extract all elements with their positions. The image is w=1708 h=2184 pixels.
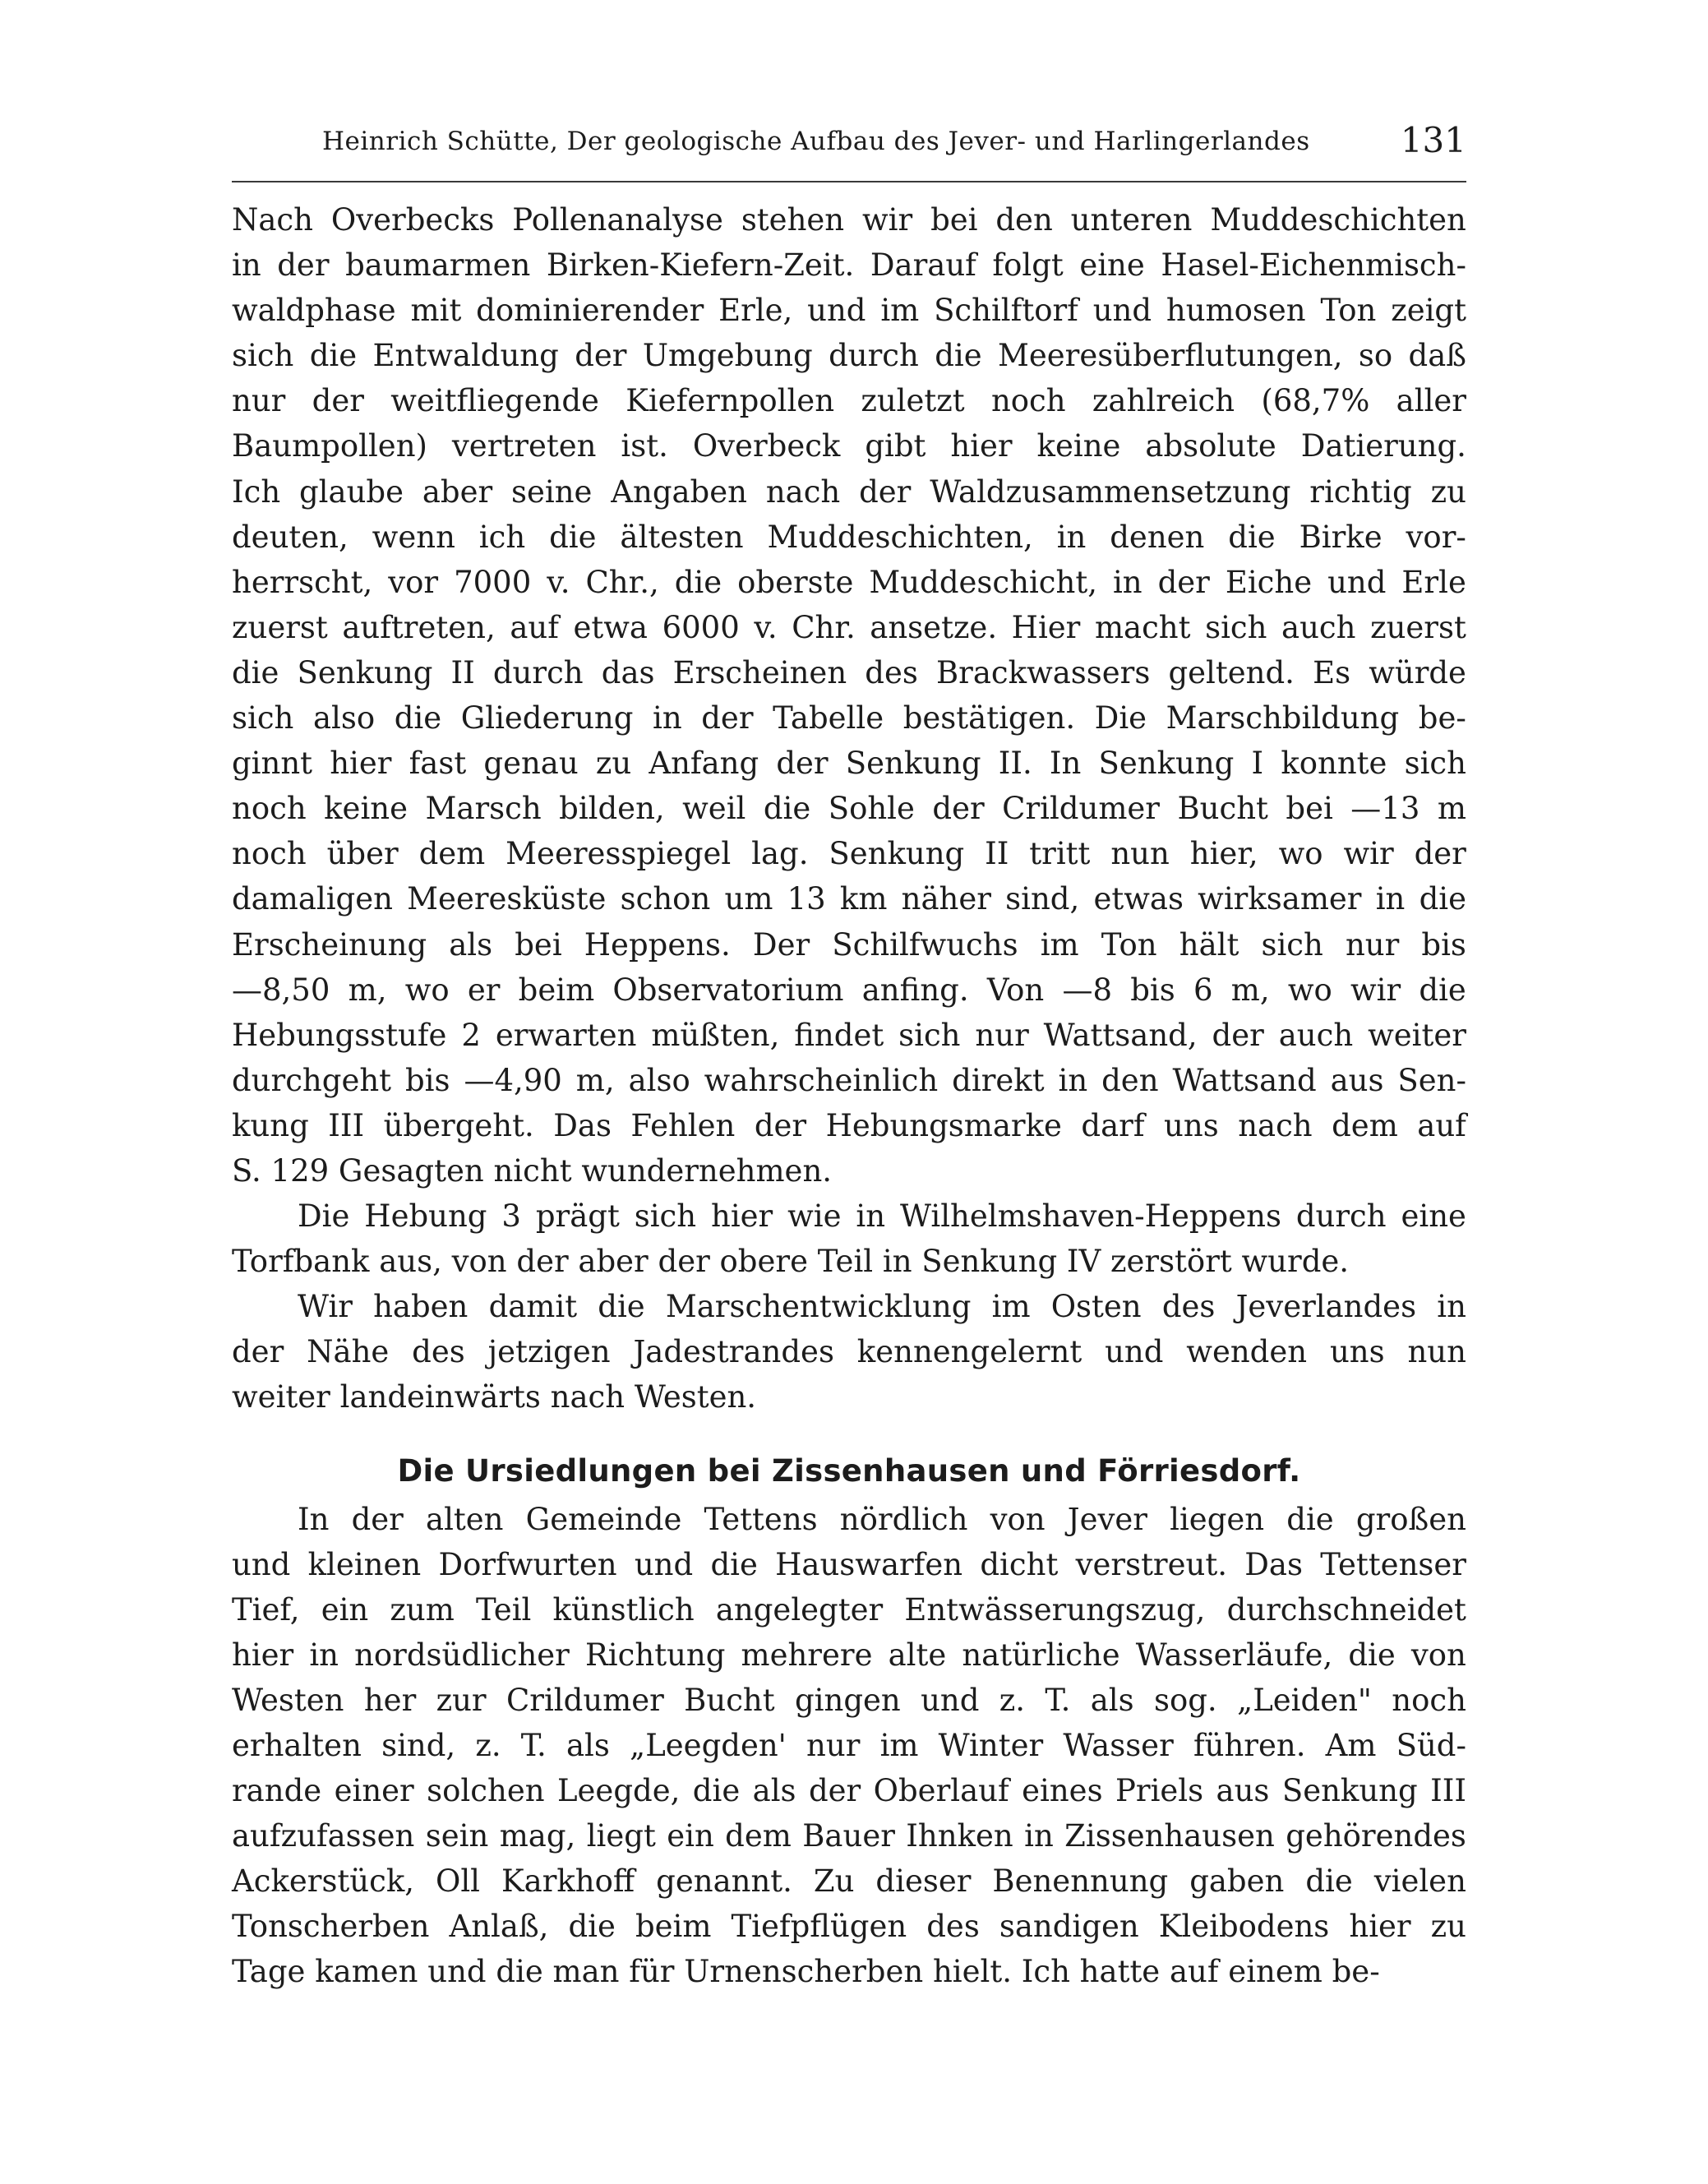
text-line: Torfbank aus, von der aber der obere Teil in Senkung IV zerstört wurde.	[232, 1244, 1350, 1280]
text-line: und kleinen Dorfwurten und die Hauswarfen dicht verstreut. Das Tettenser	[232, 1546, 1466, 1582]
text-line: erhalten sind, z. T. als „Leegden' nur im Winter Wasser führen. Am Süd-	[232, 1728, 1466, 1763]
text-line: zuerst auftreten, auf etwa 6000 v. Chr. ansetze. Hier macht sich auch zuerst	[232, 609, 1466, 645]
text-line: Ich glaube aber seine Angaben nach der Waldzusammensetzung richtig zu	[232, 473, 1466, 510]
text-line: aufzufassen sein mag, liegt ein dem Bauer Ihnken in Zissenhausen gehörendes	[232, 1818, 1466, 1854]
body-text	[232, 197, 1466, 1995]
text-line: damaligen Meeresküste schon um 13 km näher sind, etwas wirksamer in die	[232, 881, 1466, 917]
text-line: —8,50 m, wo er beim Observatorium anfing. Von —8 bis 6 m, wo wir die	[232, 972, 1466, 1008]
text-line: ginnt hier fast genau zu Anfang der Senkung II. In Senkung I konnte sich	[232, 746, 1466, 782]
text-line: Westen her zur Crildumer Bucht gingen und z. T. als sog. „Leiden" noch	[232, 1682, 1466, 1718]
text-line: Wir haben damit die Marschentwicklung im Osten des Jeverlandes in	[298, 1289, 1466, 1325]
text-line: nur der weitfliegende Kiefernpollen zuletzt noch zahlreich (68,7% aller	[232, 383, 1466, 419]
text-line: rande einer solchen Leegde, die als der Oberlauf eines Priels aus Senkung III	[232, 1773, 1466, 1809]
text-line: In der alten Gemeinde Tettens nördlich von Jever liegen die großen	[298, 1501, 1466, 1537]
paragraph-block	[232, 1497, 1466, 1995]
text-line: waldphase mit dominierender Erle, und im Schilftorf und humosen Ton zeigt	[232, 293, 1466, 329]
text-line: Nach Overbecks Pollenanalyse stehen wir bei den unteren Muddeschichten	[232, 202, 1466, 238]
text-line: sich die Entwaldung der Umgebung durch die Meeresüberflutungen, so daß	[232, 338, 1466, 374]
text-line: Die Hebung 3 prägt sich hier wie in Wilhelmshaven-Heppens durch eine	[298, 1198, 1466, 1235]
page-number: 131	[1400, 120, 1466, 160]
text-line: durchgeht bis —4,90 m, also wahrscheinlich direkt in den Wattsand aus Sen-	[232, 1062, 1466, 1098]
paragraph	[232, 1284, 1466, 1420]
page-header	[232, 120, 1466, 182]
text-line: in der baumarmen Birken-Kiefern-Zeit. Darauf folgt eine Hasel-Eichenmisch-	[232, 247, 1466, 284]
text-line: Hebungsstufe 2 erwarten müßten, findet sich nur Wattsand, der auch weiter	[232, 1017, 1466, 1053]
text-line: kung III übergeht. Das Fehlen der Hebungsmarke darf uns nach dem auf	[232, 1107, 1466, 1143]
text-line: Baumpollen) vertreten ist. Overbeck gibt hier keine absolute Datierung.	[232, 428, 1466, 464]
paragraph	[232, 1497, 1466, 1995]
text-line: der Nähe des jetzigen Jadestrandes kennengelernt und wenden uns nun	[232, 1334, 1466, 1370]
text-line: noch keine Marsch bilden, weil die Sohle der Crildumer Bucht bei —13 m	[232, 791, 1466, 827]
text-line: Tief, ein zum Teil künstlich angelegter Entwässerungszug, durchschneidet	[232, 1591, 1466, 1628]
paragraph-block	[232, 197, 1466, 1420]
text-line: herrscht, vor 7000 v. Chr., die oberste Muddeschicht, in der Eiche und Erle	[232, 564, 1466, 600]
text-line: S. 129 Gesagten nicht wundernehmen.	[232, 1152, 833, 1189]
text-line: Erscheinung als bei Heppens. Der Schilfwuchs im Ton hält sich nur bis	[232, 926, 1466, 963]
text-line: Tage kamen und die man für Urnenscherben hielt. Ich hatte auf einem be-	[232, 1954, 1380, 1990]
text-line: Ackerstück, Oll Karkhoff genannt. Zu dieser Benennung gaben die vielen	[232, 1863, 1466, 1900]
text-line: hier in nordsüdlicher Richtung mehrere alte natürliche Wasserläufe, die von	[232, 1637, 1466, 1673]
document-page	[232, 120, 1466, 1995]
running-head: Heinrich Schütte, Der geologische Aufbau des Jever- und Harlingerlandes	[322, 127, 1310, 156]
paragraph	[232, 197, 1466, 1194]
text-line: sich also die Gliederung in der Tabelle bestätigen. Die Marschbildung be-	[232, 700, 1466, 736]
text-line: noch über dem Meeresspiegel lag. Senkung II tritt nun hier, wo wir der	[232, 836, 1466, 872]
paragraph	[232, 1194, 1466, 1284]
text-line: weiter landeinwärts nach Westen.	[232, 1379, 757, 1415]
text-line: die Senkung II durch das Erscheinen des Brackwassers geltend. Es würde	[232, 654, 1466, 690]
section-heading: Die Ursiedlungen bei Zissenhausen und Förriesdorf.	[397, 1452, 1301, 1489]
text-line: deuten, wenn ich die ältesten Muddeschichten, in denen die Birke vor-	[232, 519, 1466, 555]
text-line: Tonscherben Anlaß, die beim Tiefpflügen des sandigen Kleibodens hier zu	[232, 1909, 1466, 1945]
